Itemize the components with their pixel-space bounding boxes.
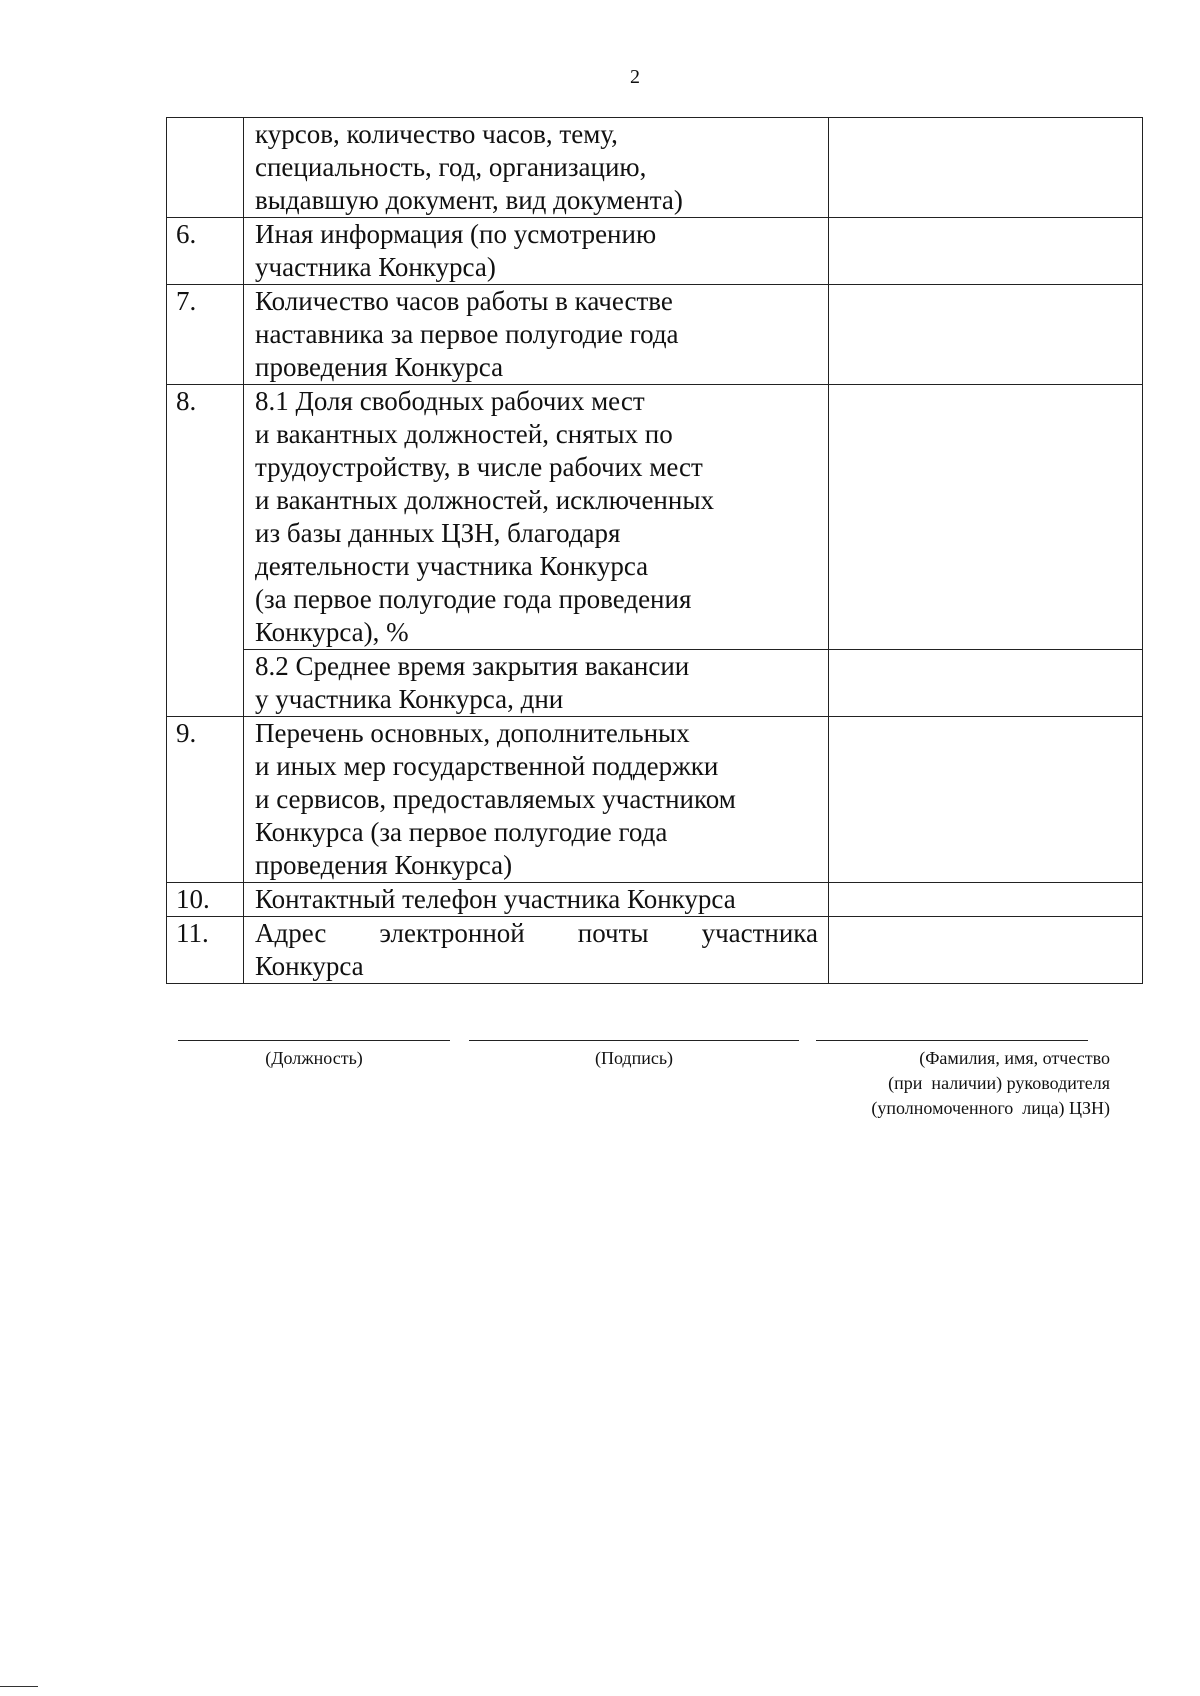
- text-line: трудоустройству, в числе рабочих мест: [255, 452, 703, 482]
- text-line: Конкурса (за первое полугодие года: [255, 817, 668, 847]
- row-value-cell: [829, 717, 1143, 883]
- row-value-cell: [829, 883, 1143, 917]
- text-line: 8.2 Среднее время закрытия вакансии: [255, 651, 690, 681]
- position-signature-line: [178, 1040, 450, 1041]
- row-description: [244, 218, 829, 285]
- text-word: Адрес: [255, 918, 327, 948]
- row-number: 8.: [167, 385, 244, 717]
- row-value-cell: [829, 385, 1143, 650]
- text-word: участника: [701, 918, 818, 948]
- text-line: (за первое полугодие года проведения: [255, 584, 692, 614]
- text-line: специальность, год, организацию,: [255, 152, 647, 182]
- name-caption: [780, 1046, 1110, 1121]
- table-row: [167, 118, 1143, 218]
- text-word: электронной: [379, 918, 525, 948]
- position-caption: (Должность): [265, 1048, 363, 1068]
- row-number: 11.: [167, 917, 244, 984]
- text-line: Контактный телефон участника Конкурса: [255, 884, 736, 914]
- text-line: Количество часов работы в качестве: [255, 286, 673, 316]
- text-line: деятельности участника Конкурса: [255, 551, 649, 581]
- row-description: [244, 285, 829, 385]
- row-value-cell: [829, 650, 1143, 717]
- row-description: [244, 118, 829, 218]
- text-line: и вакантных должностей, снятых по: [255, 419, 673, 449]
- row-value-cell: [829, 917, 1143, 984]
- page-number: 2: [630, 66, 640, 88]
- name-caption-line: (уполномоченного лица) ЦЗН): [871, 1098, 1110, 1118]
- participant-info-table: [166, 117, 1143, 984]
- signature-block: [0, 1040, 1200, 1160]
- row-value-cell: [829, 118, 1143, 218]
- text-line: участника Конкурса): [255, 252, 496, 282]
- row-number: 9.: [167, 717, 244, 883]
- text-line: курсов, количество часов, тему,: [255, 119, 618, 149]
- row-number: 6.: [167, 218, 244, 285]
- text-line: наставника за первое полугодие года: [255, 319, 679, 349]
- justified-text-line: [255, 917, 818, 950]
- row-value-cell: [829, 285, 1143, 385]
- text-line: и вакантных должностей, исключенных: [255, 485, 714, 515]
- text-line: Перечень основных, дополнительных: [255, 718, 690, 748]
- row-number: [167, 118, 244, 218]
- table-row: [167, 385, 1143, 650]
- text-line: выдавшую документ, вид документа): [255, 185, 683, 215]
- row-description: [244, 883, 829, 917]
- scan-edge-mark: [0, 1686, 38, 1687]
- row-number: 7.: [167, 285, 244, 385]
- text-line: 8.1 Доля свободных рабочих мест: [255, 386, 645, 416]
- table-row: [167, 917, 1143, 984]
- text-line: у участника Конкурса, дни: [255, 684, 564, 714]
- table-row: [167, 650, 1143, 717]
- text-line: проведения Конкурса: [255, 352, 504, 382]
- row-number: 10.: [167, 883, 244, 917]
- signature-caption: (Подпись): [594, 1048, 674, 1068]
- name-caption-line: (при наличии) руководителя: [888, 1073, 1110, 1093]
- row-description: [244, 917, 829, 984]
- table-row: [167, 883, 1143, 917]
- table-row: [167, 218, 1143, 285]
- text-line: Иная информация (по усмотрению: [255, 219, 657, 249]
- text-line: из базы данных ЦЗН, благодаря: [255, 518, 621, 548]
- row-description: [244, 650, 829, 717]
- text-line: и сервисов, предоставляемых участником: [255, 784, 736, 814]
- row-value-cell: [829, 218, 1143, 285]
- name-caption-line: (Фамилия, имя, отчество: [919, 1048, 1110, 1068]
- signature-line: [469, 1040, 799, 1041]
- row-description: [244, 385, 829, 650]
- text-line: и иных мер государственной поддержки: [255, 751, 719, 781]
- text-line: Конкурса: [255, 951, 364, 981]
- table-row: [167, 285, 1143, 385]
- table-row: [167, 717, 1143, 883]
- text-line: проведения Конкурса): [255, 850, 513, 880]
- row-description: [244, 717, 829, 883]
- text-line: Конкурса), %: [255, 617, 409, 647]
- name-signature-line: [816, 1040, 1088, 1041]
- text-word: почты: [577, 918, 649, 948]
